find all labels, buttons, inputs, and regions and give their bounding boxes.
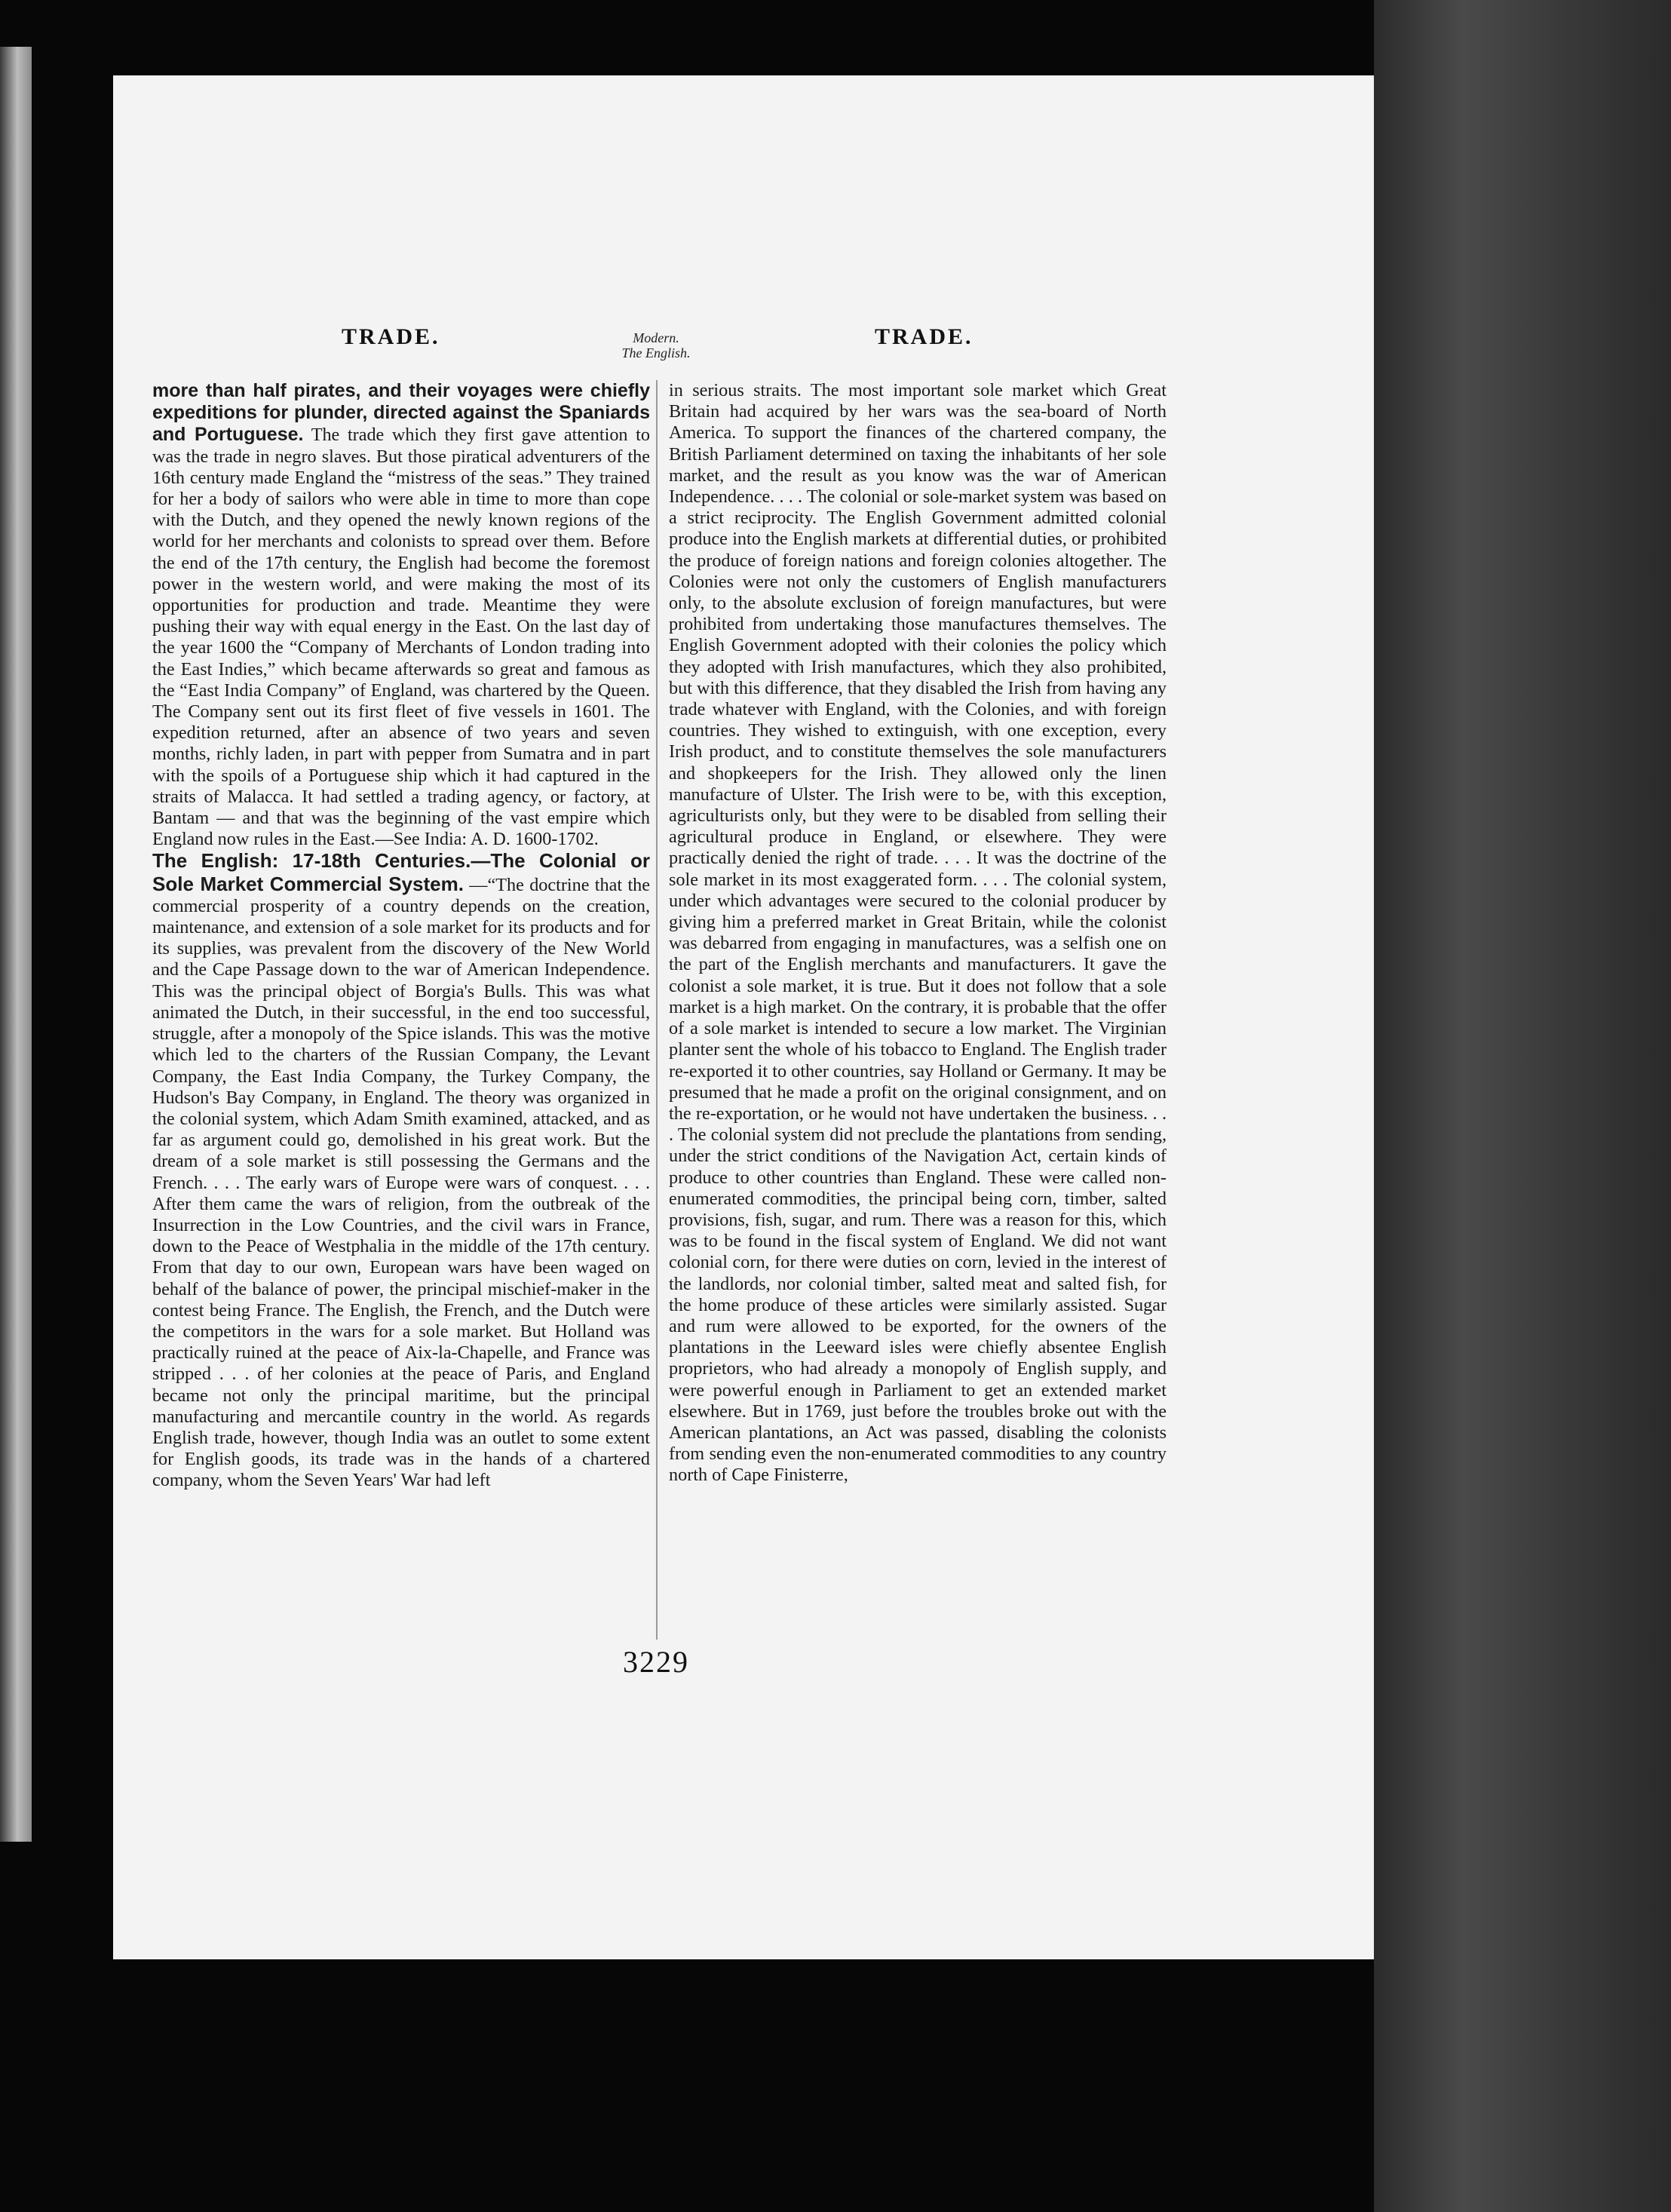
page-number: 3229: [623, 1645, 689, 1679]
adjacent-page-edge: [0, 47, 32, 1842]
cross-reference: India: A. D. 1600-1702.: [424, 829, 599, 850]
left-paragraph-2-body: —“The doctrine that the commercial prosperity of a country depends on the creation, maintenance, and extension of a sole market for its products and for its supplies, was prevalent from the discovery of the New World and the Cape Passage down to the war of American Independence. This was the principal object of Borgia's Bulls. This was what animated the Dutch, in their successful, in the end too successful, struggle, after a monopoly of the Spice islands. This was the motive which led to the charters of the Russian Company, the Levant Company, the East India Company, the Turkey Company, the Hudson's Bay Company, in England. The theory was organized in the colonial system, which Adam Smith examined, attacked, and as far as argument could go, demolished in his great work. But the dream of a sole market is still possessing the Germans and the French. . . . The early wars of Europe were wars of conquest. . . . After them came the wars of religion, from the outbreak of the Insurrection in the Low Countries, and the civil wars in France, down to the Peace of Westphalia in the middle of the 17th century. From that day to our own, European wars have been waged on behalf of the balance of power, the principal mischief-maker in the contest being France. The English, the French, and the Dutch were the competitors in the wars for a sole market. But Holland was practically ruined at the peace of Aix-la-Chapelle, and France was stripped . . . of her colonies at the peace of Paris, and England became not only the principal maritime, but the principal manufacturing and mercantile country in the world. As regards English trade, however, though India was an outlet to some extent for English goods, its trade was in the hands of a chartered company, whom the Seven Years' War had left: [152, 874, 650, 1491]
right-column: [669, 380, 1167, 1486]
left-column: [152, 380, 650, 1492]
left-paragraph-2: [152, 850, 650, 1491]
left-paragraph-1: [152, 380, 650, 850]
marginal-note-line-2: The English.: [621, 345, 691, 360]
marginal-note: [596, 330, 716, 360]
book-page: [113, 75, 1374, 1959]
scanner-background: [1374, 0, 1671, 2212]
marginal-note-line-1: Modern.: [633, 330, 679, 345]
left-paragraph-1-lead: more than half pirates, and their voyages were chiefly expeditions for plunder, directed against the Spaniards and Portuguese.: [152, 380, 650, 446]
column-divider: [656, 380, 658, 1640]
header-left-title: TRADE.: [342, 324, 440, 349]
header-right-title: TRADE.: [875, 324, 973, 349]
left-paragraph-1-body: The trade which they first gave attention to was the trade in negro slaves. But those piratical adventurers of the 16th century made England the “mistress of the seas.” They trained for her a body of sailors who were able in time to more than cope with the Dutch, and they opened the newly known regions of the world for her merchants and colonists to spread over them. Before the end of the 17th century, the English had become the foremost power in the western world, and were making the most of its opportunities for production and trade. Meantime they were pushing their way with equal energy in the East. On the last day of the year 1600 the “Company of Merchants of London trading into the East Indies,” which became afterwards so great and famous as the “East India Company” of England, was chartered by the Queen. The Company sent out its first fleet of five vessels in 1601. The expedition returned, after an absence of two years and seven months, richly laden, in part with pepper from Sumatra and in part with the spoils of a Portuguese ship which it had captured in the straits of Malacca. It had settled a trading agency, or factory, at Bantam — and that was the beginning of the vast empire which England now rules in the East.—See: [152, 425, 650, 850]
section-title: The English: 17-18th Centuries.—The Colonial or Sole Market Commercial System.: [152, 849, 650, 895]
right-paragraph-1: in serious straits. The most important sole market which Great Britain had acquired by her wars was the sea-board of North America. To support the finances of the chartered company, the British Parliament determined on taxing the inhabitants of her sole market, and the result as you know was the war of American Independence. . . . The colonial or sole-market system was based on a strict reciprocity. The English Government admitted colonial produce into the English markets at differential duties, or prohibited the produce of foreign nations and foreign colonies altogether. The Colonies were not only the customers of English manufacturers only, to the absolute exclusion of foreign manufactures, but were prohibited from undertaking those manufactures themselves. The English Government adopted with their colonies the policy which they adopted with Irish manufactures, which they also prohibited, but with this difference, that they disabled the Irish from having any trade whatever with England, with the Colonies, and with foreign countries. They wished to extinguish, with one exception, every Irish product, and to constitute themselves the sole manufacturers and shopkeepers for the Irish. They allowed only the linen manufacture of Ulster. The Irish were to be, with this exception, agriculturists only, but they were to be disabled from selling their agricultural produce in England, or elsewhere. They were practically denied the right of trade. . . . It was the doctrine of the sole market in its most exaggerated form. . . . The colonial system, under which advantages were secured to the colonial producer by giving him a preferred market in Great Britain, while the colonist was debarred from engaging in manufactures, was a selfish one on the part of the English merchants and manufacturers. It gave the colonist a sole market, it is true. But it does not follow that a sole market is a high market. On the contrary, it is probable that the offer of a sole market is intended to secure a low market. The Virginian planter sent the whole of his tobacco to England. The English trader re-exported it to other countries, say Holland or Germany. It may be presumed that he made a profit on the original consignment, and on the re-exportation, or he would not have undertaken the business. . . . The colonial system did not preclude the plantations from sending, under the strict conditions of the Navigation Act, certain kinds of produce to other countries than England. These were called non-enumerated commodities, the principal being corn, timber, salted provisions, fish, sugar, and rum. There was a reason for this, which was to be found in the fiscal system of England. We did not want colonial corn, for there were duties on corn, levied in the interest of the landlords, nor colonial timber, salted meat and salted fish, for the home produce of these articles were similarly assisted. Sugar and rum were allowed to be exported, for the owners of the plantations in the Leeward isles were chiefly absentee English proprietors, who had already a monopoly of English supply, and were powerful enough in Parliament to get an extended market elsewhere. But in 1769, just before the troubles broke out with the American plantations, an Act was passed, disabling the colonists from sending even the non-enumerated commodities to any country north of Cape Finisterre,: [669, 380, 1167, 1486]
running-header: [113, 324, 1374, 370]
